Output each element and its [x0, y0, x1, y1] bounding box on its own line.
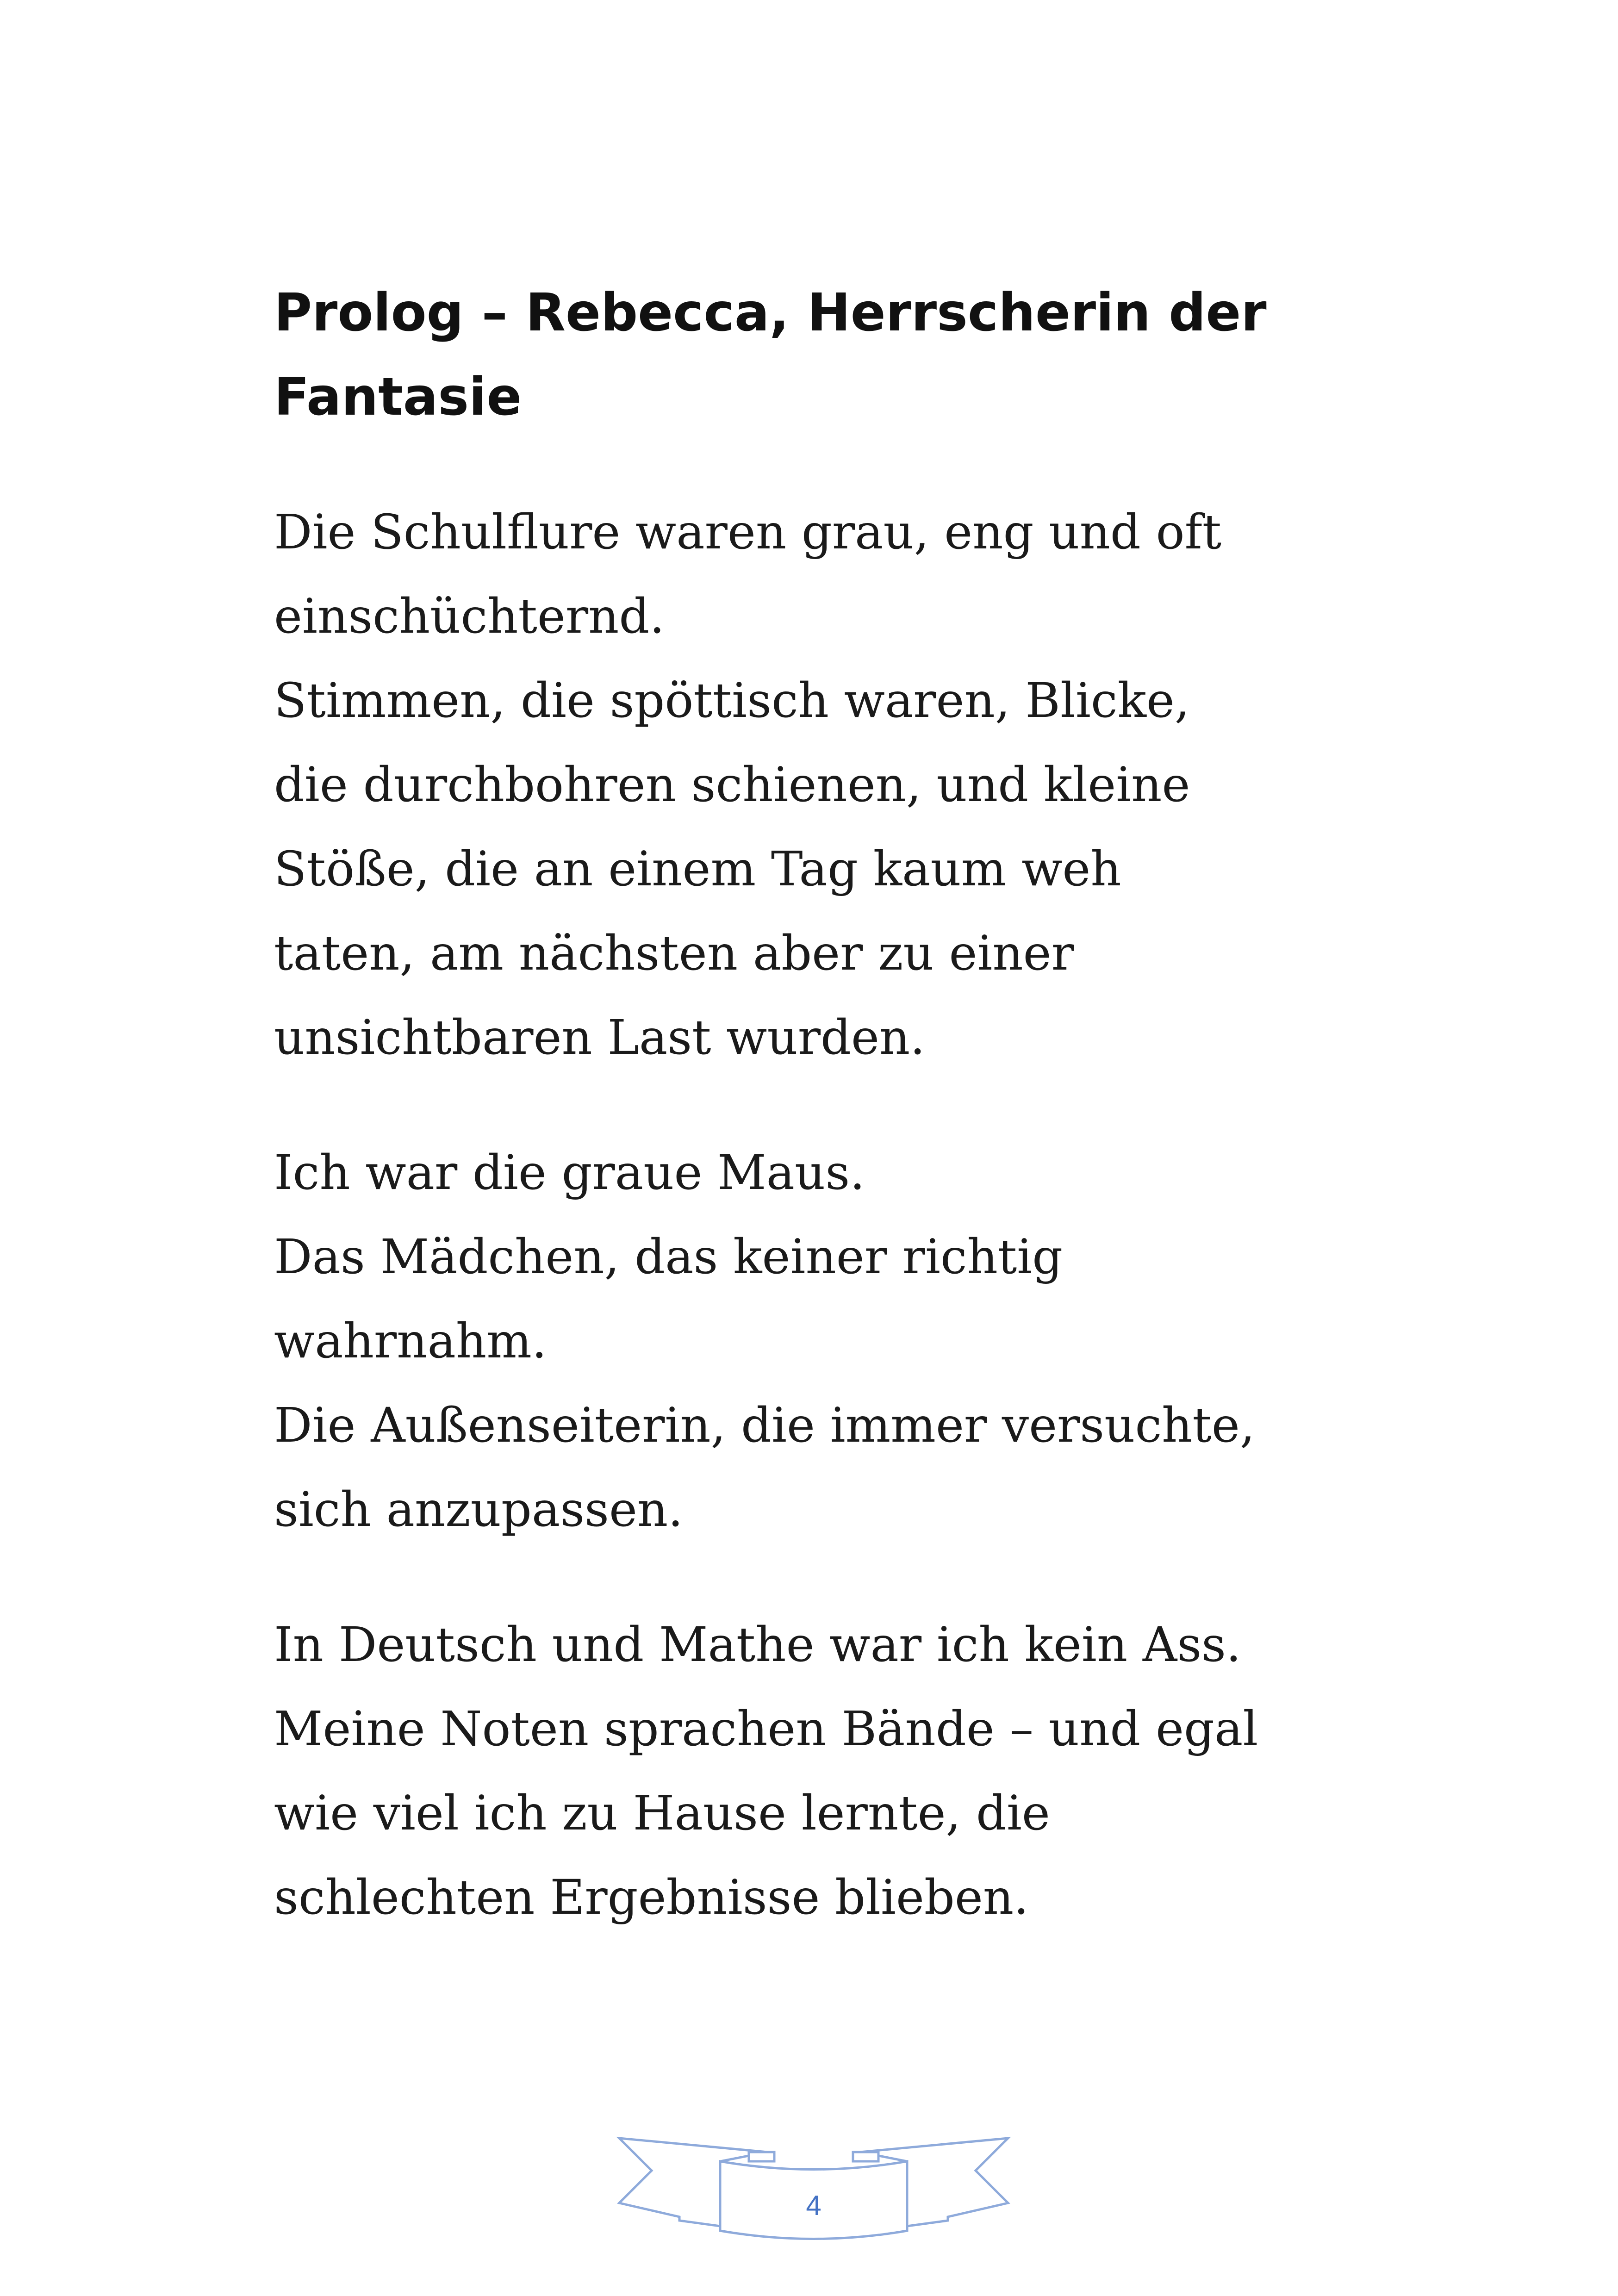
text-line: die durchbohren schienen, und kleine [274, 757, 1190, 813]
text-line: Ich war die graue Maus. [274, 1145, 865, 1201]
text-line: Stimmen, die spöttisch waren, Blicke, [274, 673, 1190, 728]
text-line: unsichtbaren Last wurden. [274, 1010, 925, 1065]
text-line: Die Außenseiterin, die immer versuchte, [274, 1398, 1255, 1453]
paragraph-1 [274, 490, 1385, 1080]
text-line: sich anzupassen. [274, 1482, 683, 1537]
page-number-banner [610, 2134, 1017, 2254]
text-line: Die Schulflure waren grau, eng und oft [274, 504, 1222, 560]
text-line: einschüchternd. [274, 589, 665, 644]
page-content [274, 271, 1385, 1991]
text-line: wie viel ich zu Hause lernte, die [274, 1786, 1050, 1841]
page-number: 4 [806, 2190, 821, 2221]
text-line: Das Mädchen, das keiner richtig [274, 1229, 1063, 1285]
chapter-title-line: Fantasie [274, 367, 522, 427]
text-line: wahrnahm. [274, 1313, 547, 1369]
text-line: schlechten Ergebnisse blieben. [274, 1870, 1029, 1925]
chapter-title-line: Prolog – Rebecca, Herrscherin der [274, 283, 1267, 343]
paragraph-2 [274, 1131, 1385, 1552]
text-line: In Deutsch und Mathe war ich kein Ass. [274, 1617, 1241, 1673]
text-line: Meine Noten sprachen Bände – und egal [274, 1701, 1258, 1757]
chapter-title [274, 271, 1385, 439]
text-line: taten, am nächsten aber zu einer [274, 926, 1074, 981]
text-line: Stöße, die an einem Tag kaum weh [274, 841, 1121, 897]
paragraph-3 [274, 1603, 1385, 1940]
